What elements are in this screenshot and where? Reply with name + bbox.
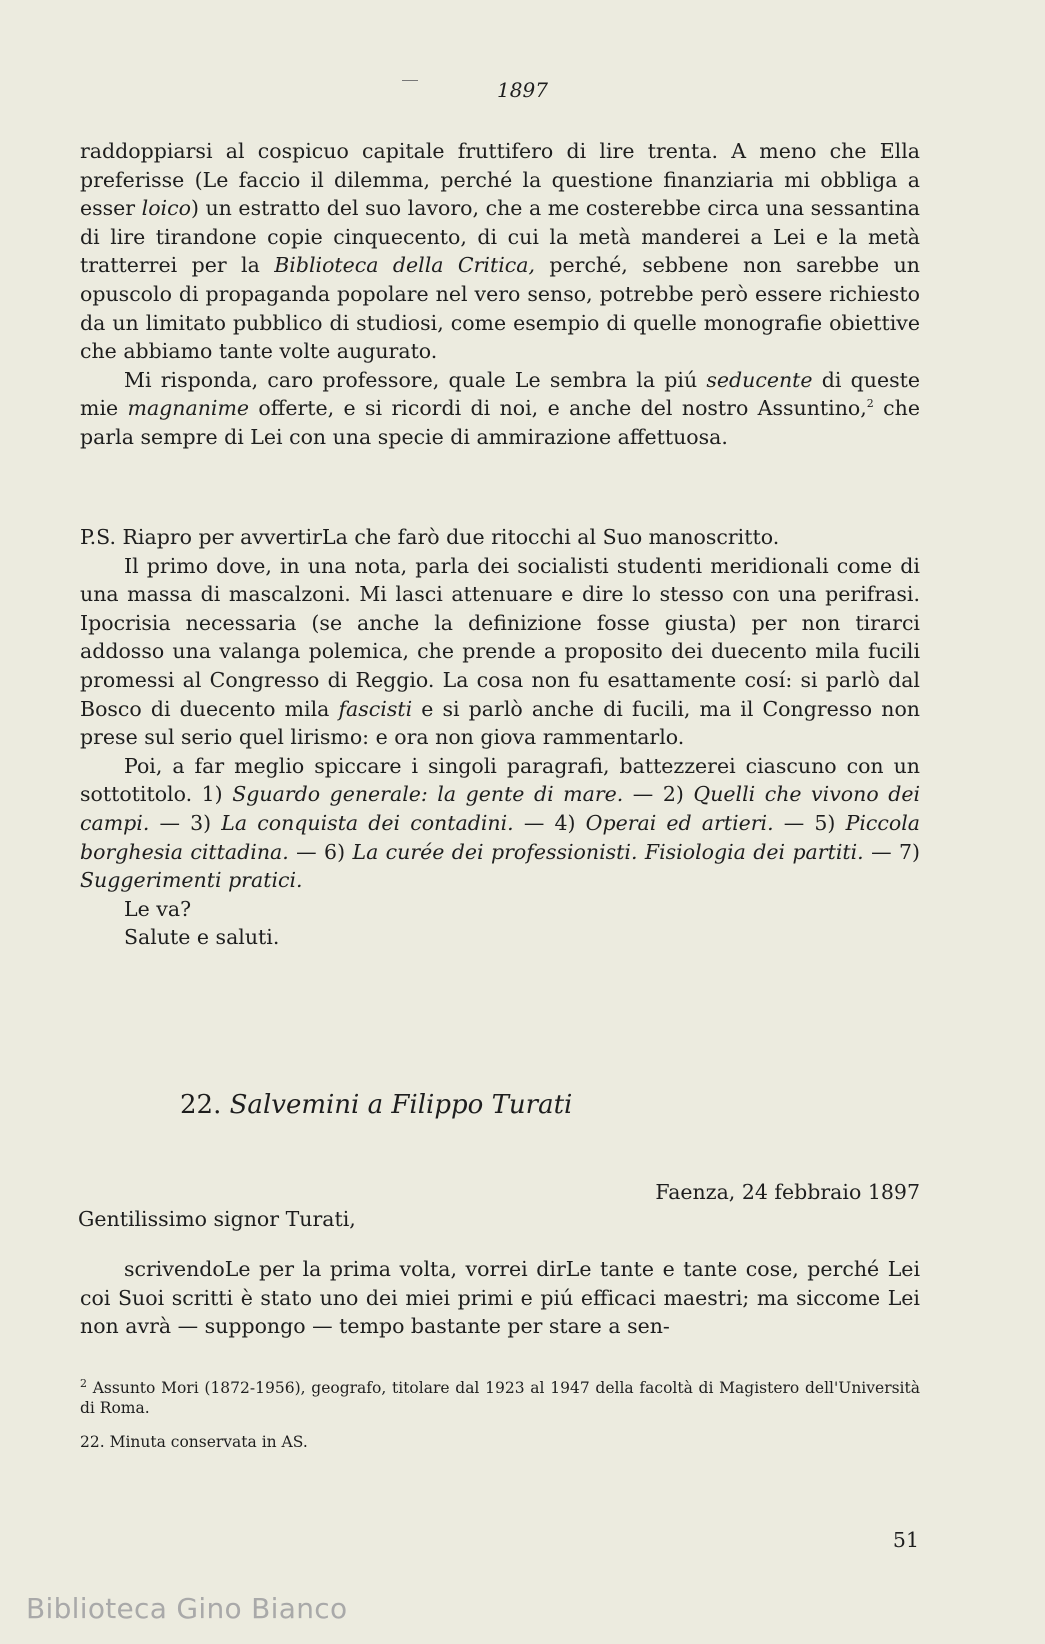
footnotes <box>80 1378 920 1452</box>
paragraph: Il primo dove, in una nota, parla dei socialisti studenti meridionali come di una massa di mascalzoni. Mi lasci attenuare e dire lo stesso con una perifrasi. Ipocrisia necessaria (se anche la definizione fosse giusta) per non tirarci addosso una valanga polemica, che prende a proposito dei duecento mila fucili promessi al Congresso di Reggio. La cosa non fu esattamente cosí: si parlò dal Bosco di duecento mila fascisti e si parlò anche di fucili, ma il Congresso non prese sul serio quel lirismo: e ora non giova rammentarlo. <box>80 553 920 750</box>
paragraph: scrivendoLe per la prima volta, vorrei dirLe tante e tante cose, perché Lei coi Suoi scritti è stato uno dei miei primi e piú efficaci maestri; ma siccome Lei non avrà — suppongo — tempo bastante per stare a sen- <box>80 1257 920 1339</box>
page-number: 51 <box>892 1528 919 1552</box>
footnote-2: $^2$ Assunto Mori (1872-1956), geografo, titolare dal 1923 al 1947 della facoltà di Magistero dell'Università di Roma. <box>80 1376 920 1417</box>
ps-opening: P.S. Riapro per avvertirLa che farò due ritocchi al Suo manoscritto. <box>80 525 780 549</box>
footnote-22: 22. Minuta conservata in AS. <box>80 1433 308 1451</box>
closing-question: Le va? <box>124 896 192 921</box>
library-watermark: Biblioteca Gino Bianco <box>26 1592 348 1625</box>
closing-greeting: Salute e saluti. <box>124 925 280 950</box>
letter-title <box>180 1090 572 1120</box>
footnote-ref: 2 <box>866 397 874 411</box>
letter-title-text: Salvemini a Filippo Turati <box>229 1090 573 1120</box>
paragraph: Mi risponda, caro professore, quale Le sembra la piú seducente di queste mie magnanime offerte, e si ricordi di noi, e anche del nostro Assuntino,$^2$ che parla sempre di Lei con una specie di ammirazione affettuosa. <box>80 367 920 449</box>
paragraph: raddoppiarsi al cospicuo capitale fruttifero di lire trenta. A meno che Ella preferisse (Le faccio il dilemma, perché la questione finanziaria mi obbliga a esser loico) un estratto del suo lavoro, che a me costerebbe circa una sessantina di lire tirandone copie cinquecento, di cui la metà manderei a Lei e la metà tratterrei per la Biblioteca della Critica, perché, sebbene non sarebbe un opuscolo di propaganda popolare nel vero senso, potrebbe però essere richiesto da un limitato pubblico di studiosi, come esempio di quelle monografie obiettive che abbiamo tante volte augurato. <box>80 139 920 364</box>
letter-number: 22. <box>180 1090 222 1120</box>
letter-continuation <box>80 137 920 452</box>
postscript <box>80 523 920 952</box>
header-rule <box>402 80 418 81</box>
header-year: 1897 <box>497 78 548 102</box>
letter-salutation: Gentilissimo signor Turati, <box>78 1207 356 1231</box>
letter-date: Faenza, 24 febbraio 1897 <box>655 1180 920 1204</box>
paragraph: Poi, a far meglio spiccare i singoli paragrafi, battezzerei ciascuno con un sottotitolo. 1) Sguardo generale: la gente di mare. — 2) Quelli che vivono dei campi. — 3) La conquista dei contadini. — 4) Operai ed artieri. — 5) Piccola borghesia cittadina. — 6) La curée dei professionisti. Fisiologia dei partiti. — 7) Suggerimenti pratici. <box>80 753 921 893</box>
letter-body <box>80 1255 920 1341</box>
running-header <box>0 78 1045 102</box>
